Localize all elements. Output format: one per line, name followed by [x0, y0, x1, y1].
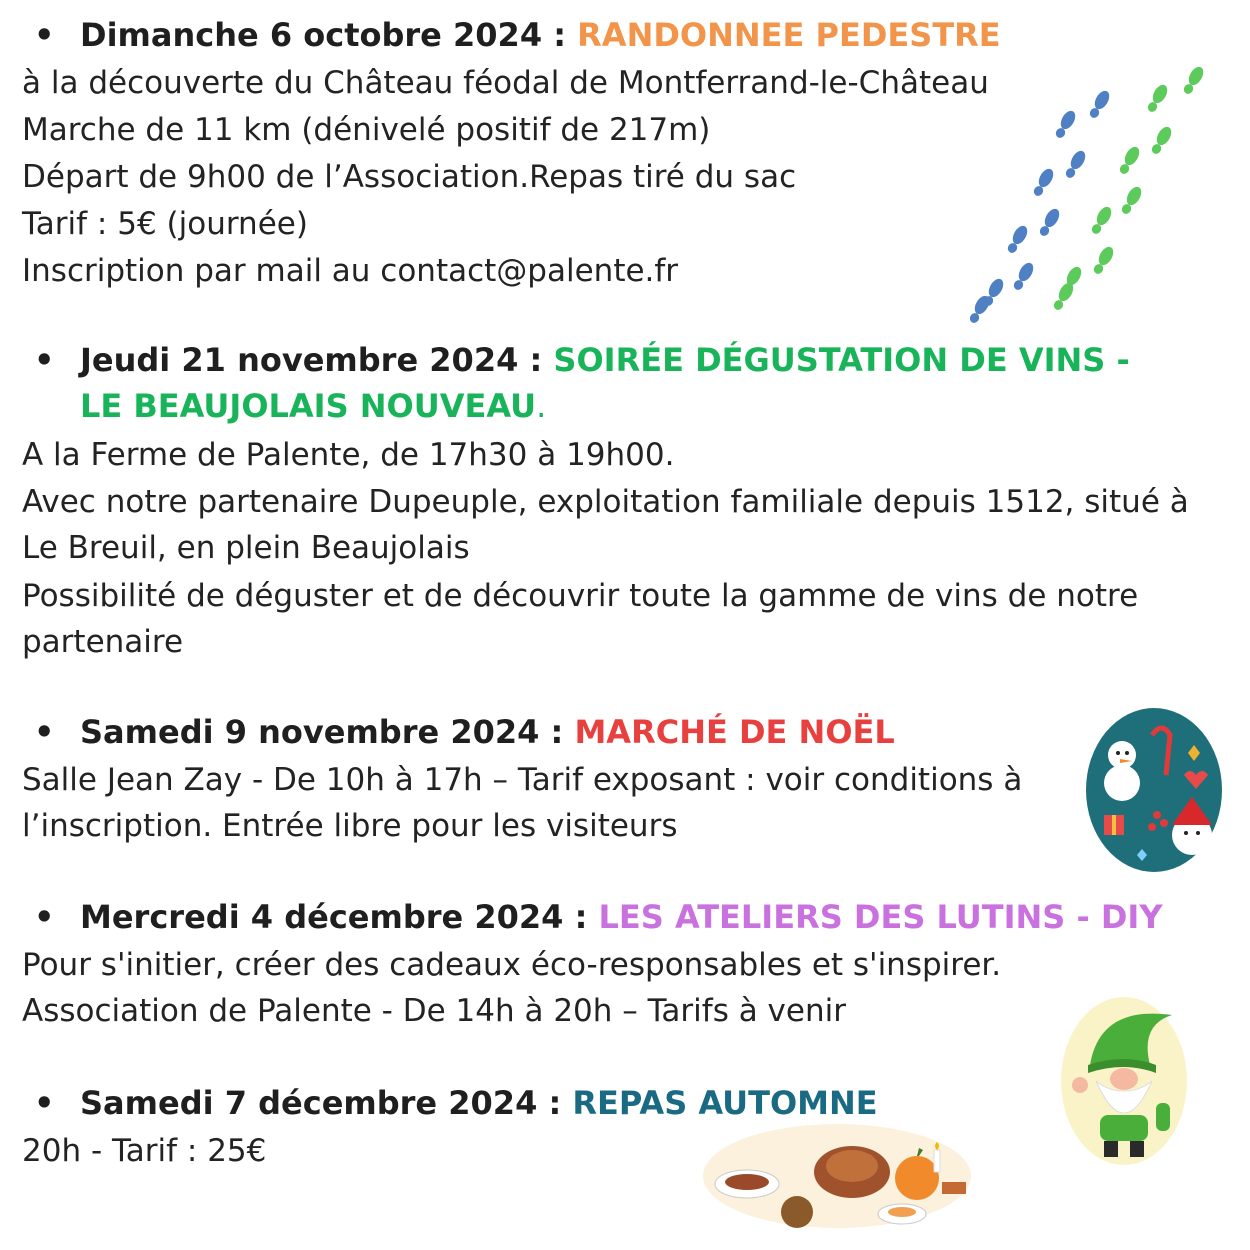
- event-date: Samedi 9 novembre 2024 :: [80, 713, 564, 751]
- bullet: •: [34, 16, 55, 54]
- event-title-suffix: .: [536, 387, 547, 425]
- autumn-feast-icon: [702, 1122, 972, 1230]
- gnome-icon: [1060, 995, 1188, 1167]
- event-date: Mercredi 4 décembre 2024 :: [80, 898, 588, 936]
- footprints-icon: [960, 60, 1210, 335]
- event-title: SOIRÉE DÉGUSTATION DE VINS - LE BEAUJOLAIS NOUVEAU: [80, 341, 1130, 425]
- event-detail: Possibilité de déguster et de découvrir toute la gamme de vins de notre partenaire: [22, 578, 1139, 660]
- bullet: •: [34, 898, 55, 936]
- event-date: Samedi 7 décembre 2024 :: [80, 1084, 562, 1122]
- event-title: REPAS AUTOMNE: [572, 1084, 878, 1122]
- christmas-ornament-icon: [1082, 705, 1227, 875]
- event-title: RANDONNEE PEDESTRE: [577, 16, 1001, 54]
- event-heading-text: [80, 1080, 878, 1126]
- event-detail: 20h - Tarif : 25€: [22, 1133, 267, 1169]
- event-detail: Association de Palente - De 14h à 20h – Tarifs à venir: [22, 993, 846, 1029]
- bullet: •: [34, 713, 55, 751]
- bullet: •: [34, 1084, 55, 1122]
- event-heading-text: [80, 337, 1160, 429]
- event-heading-text: [80, 12, 1001, 58]
- event-detail: Inscription par mail au contact@palente.fr: [22, 253, 679, 289]
- bullet: •: [34, 341, 55, 379]
- event-date: Dimanche 6 octobre 2024 :: [80, 16, 567, 54]
- event-title: LES ATELIERS DES LUTINS - DIY: [598, 898, 1163, 936]
- event-title: MARCHÉ DE NOËL: [574, 713, 895, 751]
- event-detail: A la Ferme de Palente, de 17h30 à 19h00.: [22, 437, 675, 473]
- event-detail: Pour s'initier, créer des cadeaux éco-responsables et s'inspirer.: [22, 947, 1002, 983]
- event-detail: Avec notre partenaire Dupeuple, exploitation familiale depuis 1512, situé à Le Breuil, en plein Beaujolais: [22, 484, 1189, 566]
- event-heading-text: [80, 709, 895, 755]
- event-detail: Tarif : 5€ (journée): [22, 206, 308, 242]
- event-detail: Départ de 9h00 de l’Association.Repas tiré du sac: [22, 159, 797, 195]
- event-detail: Marche de 11 km (dénivelé positif de 217m): [22, 112, 711, 148]
- event-date: Jeudi 21 novembre 2024 :: [80, 341, 543, 379]
- event-detail: à la découverte du Château féodal de Montferrand-le-Château: [22, 65, 989, 101]
- event-detail: Salle Jean Zay - De 10h à 17h – Tarif exposant : voir conditions à l’inscription. Entrée libre pour les visiteurs: [22, 762, 1023, 844]
- event-heading-text: [80, 894, 1163, 940]
